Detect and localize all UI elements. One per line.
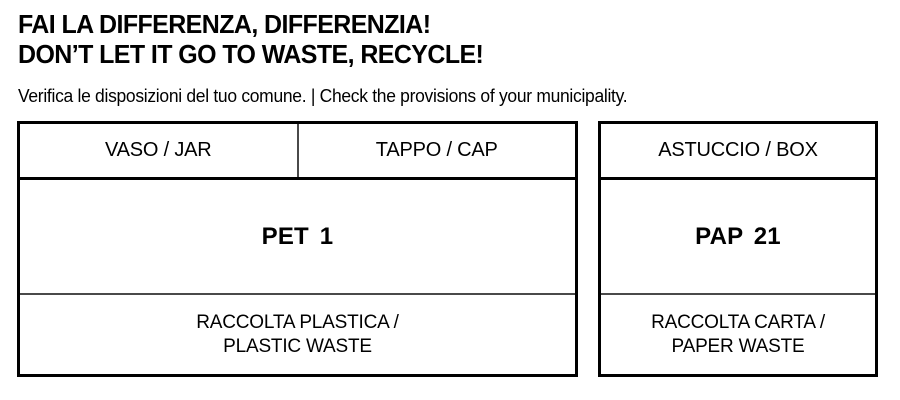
vaso-jar-header-cell: VASO / JAR — [104, 139, 212, 161]
title-english: DON’T LET IT GO TO WASTE, RECYCLE! — [18, 39, 484, 69]
astuccio-box-header-cell: ASTUCCIO / BOX — [658, 139, 818, 161]
paper-recycling-table — [598, 121, 878, 377]
page-title — [18, 9, 483, 69]
plastic-recycling-table — [17, 121, 578, 377]
title-italian: FAI LA DIFFERENZA, DIFFERENZIA! — [18, 9, 431, 39]
disposal-line-english: PLASTIC WASTE — [223, 335, 372, 357]
disposal-line-italian: RACCOLTA PLASTICA / — [196, 311, 399, 333]
plastic-disposal-cell — [20, 295, 575, 374]
paper-material-code-cell: PAP 21 — [601, 180, 875, 295]
disposal-line-italian: RACCOLTA CARTA / — [651, 311, 825, 333]
paper-disposal-cell — [601, 295, 875, 374]
tappo-cap-header-cell: TAPPO / CAP — [297, 124, 576, 177]
plastic-table-header-row — [20, 124, 575, 180]
recycling-tables — [17, 121, 878, 377]
municipality-note: Verifica le disposizioni del tuo comune. | Check the provisions of your municipality. — [18, 86, 628, 106]
disposal-line-english: PAPER WASTE — [671, 335, 805, 357]
paper-table-header-row — [601, 124, 875, 180]
plastic-material-code-cell: PET 1 — [20, 180, 575, 295]
